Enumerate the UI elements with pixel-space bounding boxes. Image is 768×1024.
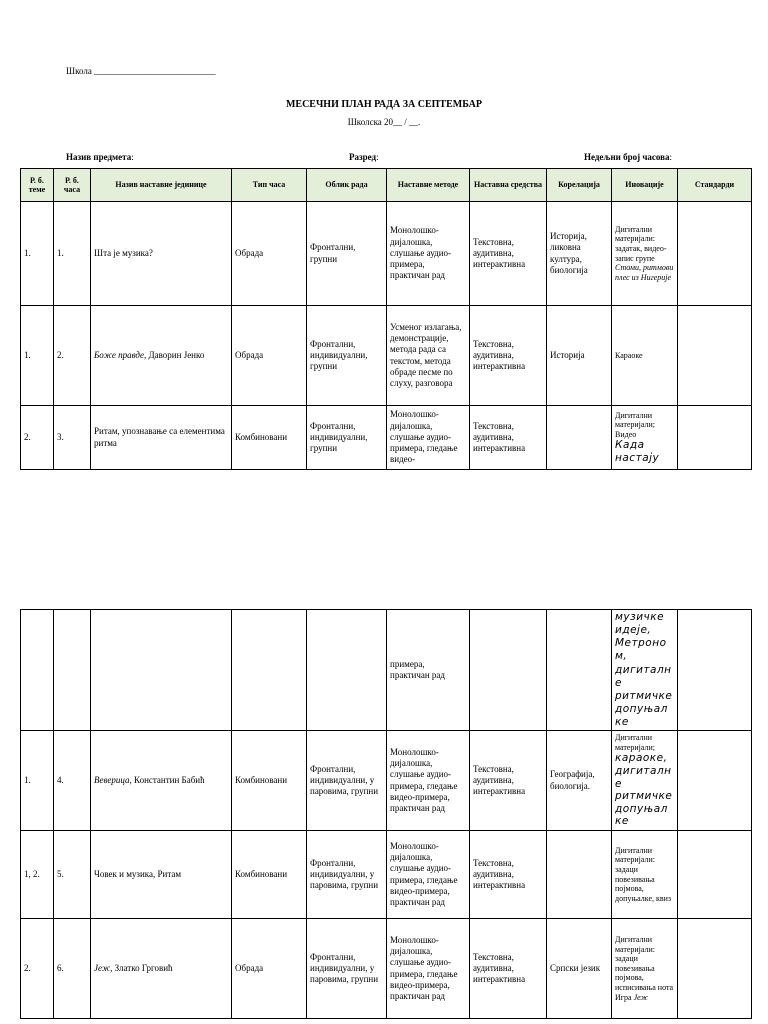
innovation-cell: Дигитални материјали: задаци повезивања појмова, допуњалке, квиз <box>612 831 678 919</box>
table-row <box>21 202 752 306</box>
unit-text: , Константин Бабић <box>129 775 205 785</box>
lesson-cell: 5. <box>54 831 91 919</box>
tools-cell: Текстовна, аудитивна, интерактивна <box>470 919 547 1019</box>
type-cell: Обрада <box>232 202 307 306</box>
col-type-header: Тип часа <box>232 169 307 202</box>
topic-cell: 1. <box>21 731 54 831</box>
form-cell: Фронтални, индивидуални, у паровима, групни <box>307 831 387 919</box>
col-tools-header: Наставна средства <box>470 169 547 202</box>
type-cell: Комбиновани <box>232 406 307 470</box>
innovation-cell <box>612 406 678 470</box>
plan-table-page2 <box>20 609 752 1019</box>
col-methods-header: Наставне методе <box>387 169 470 202</box>
innovation-cell <box>612 731 678 831</box>
form-cell: Фронтални, индивидуални, групни <box>307 406 387 470</box>
unit-italic-text: Боже правде <box>94 349 144 360</box>
innovation-sans-text: караоке, дигиталне ритмичке допуњалке <box>615 752 673 828</box>
unit-italic-text: Јеж <box>94 963 111 973</box>
innovation-cell: Караоке <box>612 306 678 406</box>
lesson-cell: 2. <box>54 306 91 406</box>
type-cell: Комбиновани <box>232 731 307 831</box>
tools-cell: Текстовна, аудитивна, интерактивна <box>470 306 547 406</box>
col-form-header: Облик рада <box>307 169 387 202</box>
subject-label: Назив предмета <box>66 152 132 162</box>
weekly-hours-field: Недељни број часова: <box>584 152 673 162</box>
table-row <box>21 831 752 919</box>
unit-cell: Шта је музика? <box>91 202 232 306</box>
type-cell: Обрада <box>232 306 307 406</box>
innovation-sans-text: музичке идеје, Метроном, дигиталне ритмичке допуњалке <box>615 611 673 728</box>
lesson-cell: 6. <box>54 919 91 1019</box>
document-title: МЕСЕЧНИ ПЛАН РАДА ЗА СЕПТЕМБАР <box>285 99 483 110</box>
table-row <box>21 731 752 831</box>
col-topic-header: Р. б. теме <box>21 169 54 202</box>
lesson-cell: 4. <box>54 731 91 831</box>
correlation-cell <box>547 831 612 919</box>
innovation-italic-text: Стоми, ритмови плес из Нигерије <box>615 263 674 282</box>
weekly-hours-label: Недељни број часова <box>584 152 670 162</box>
tools-cell: Текстовна, аудитивна, интерактивна <box>470 831 547 919</box>
unit-text: , Златко Грговић <box>110 963 173 973</box>
unit-text: , Даворин Јенко <box>143 349 205 360</box>
topic-cell: 1. <box>21 202 54 306</box>
topic-cell: 1, 2. <box>21 831 54 919</box>
methods-cell: Монолошко-дијалошка, слушање аудио-примера, практичан рад <box>387 202 470 306</box>
topic-cell <box>21 610 54 731</box>
correlation-cell: Географија, биологија. <box>547 731 612 831</box>
topic-cell: 1. <box>21 306 54 406</box>
standards-cell <box>678 306 752 406</box>
tools-cell: Текстовна, аудитивна, интерактивна <box>470 406 547 470</box>
methods-cell: примера, практичан рад <box>387 610 470 731</box>
subject-field: Назив предмета: <box>66 152 134 162</box>
innovation-text: Дигитални материјали: задатак, видео-запис групе <box>615 224 667 263</box>
standards-cell <box>678 831 752 919</box>
col-correlation-header: Корелација <box>547 169 612 202</box>
form-cell: Фронтални, индивидуални, у паровима, групни <box>307 919 387 1019</box>
correlation-cell <box>547 610 612 731</box>
unit-cell: Ритам, упознавање са елементима ритма <box>91 406 232 470</box>
standards-cell <box>678 610 752 731</box>
col-innovation-header: Иновације <box>612 169 678 202</box>
innovation-cell <box>612 919 678 1019</box>
table-row <box>21 919 752 1019</box>
table-row <box>21 406 752 470</box>
table-row <box>21 306 752 406</box>
unit-italic-text: Веверица <box>94 775 130 785</box>
correlation-cell: Српски језик <box>547 919 612 1019</box>
correlation-cell <box>547 406 612 470</box>
unit-cell: Човек и музика, Ритам <box>91 831 232 919</box>
innovation-game-text: Игра <box>615 992 632 1002</box>
col-standards-header: Стандарди <box>678 169 752 202</box>
unit-cell <box>91 731 232 831</box>
innovation-text: Дигитални материјали; <box>615 733 656 752</box>
grade-label: Разред <box>349 152 377 162</box>
methods-cell: Монолошко-дијалошка, слушање аудио-примера, гледање видео-примера, практичан рад <box>387 731 470 831</box>
table-header-row <box>21 169 752 202</box>
innovation-game-title: Јеж <box>633 992 648 1002</box>
correlation-cell: Историја, ликовна култура, биологија <box>547 202 612 306</box>
table-row <box>21 610 752 731</box>
innovation-text: Дигитални материјали; Видео <box>615 410 656 439</box>
form-cell: Фронтални, индивидуални, групни <box>307 306 387 406</box>
innovation-cell <box>612 202 678 306</box>
col-unit-header: Назив наставне јединице <box>91 169 232 202</box>
unit-cell <box>91 610 232 731</box>
standards-cell <box>678 202 752 306</box>
correlation-cell: Историја <box>547 306 612 406</box>
methods-cell: Монолошко-дијалошка, слушање аудио-примера, гледање видео-примера, практичан рад <box>387 919 470 1019</box>
innovation-text: Дигитални материјали: задаци повезивања појмова, исписивања нота <box>615 935 674 993</box>
unit-cell <box>91 306 232 406</box>
standards-cell <box>678 406 752 470</box>
type-cell <box>232 610 307 731</box>
school-year: Школска 20__ / __. <box>347 117 421 127</box>
topic-cell: 2. <box>21 406 54 470</box>
type-cell: Обрада <box>232 919 307 1019</box>
standards-cell <box>678 919 752 1019</box>
methods-cell: Усменог излагања, демонстрације, метода рада са текстом, метода обраде песме по слуху, разговора <box>387 306 470 406</box>
lesson-cell: 3. <box>54 406 91 470</box>
tools-cell: Текстовна, аудитивна, интерактивна <box>470 202 547 306</box>
form-cell: Фронтални, групни <box>307 202 387 306</box>
methods-cell: Монолошко-дијалошка, слушање аудио-примера, гледање видео-примера, практичан рад <box>387 831 470 919</box>
lesson-cell: 1. <box>54 202 91 306</box>
unit-cell <box>91 919 232 1019</box>
tools-cell: Текстовна, аудитивна, интерактивна <box>470 731 547 831</box>
methods-cell: Монолошко-дијалошка, слушање аудио-примера, гледање видео- <box>387 406 470 470</box>
type-cell: Комбиновани <box>232 831 307 919</box>
plan-table-page1 <box>20 168 752 470</box>
col-lesson-header: Р. б. часа <box>54 169 91 202</box>
form-cell: Фронтални, индивидуални, у паровима, групни <box>307 731 387 831</box>
tools-cell <box>470 610 547 731</box>
topic-cell: 2. <box>21 919 54 1019</box>
school-line: Школа ___________________________ <box>66 66 216 76</box>
innovation-video-title: Када настају <box>615 439 660 464</box>
lesson-cell <box>54 610 91 731</box>
grade-field: Разред: <box>349 152 379 162</box>
innovation-cell <box>612 610 678 731</box>
standards-cell <box>678 731 752 831</box>
form-cell <box>307 610 387 731</box>
